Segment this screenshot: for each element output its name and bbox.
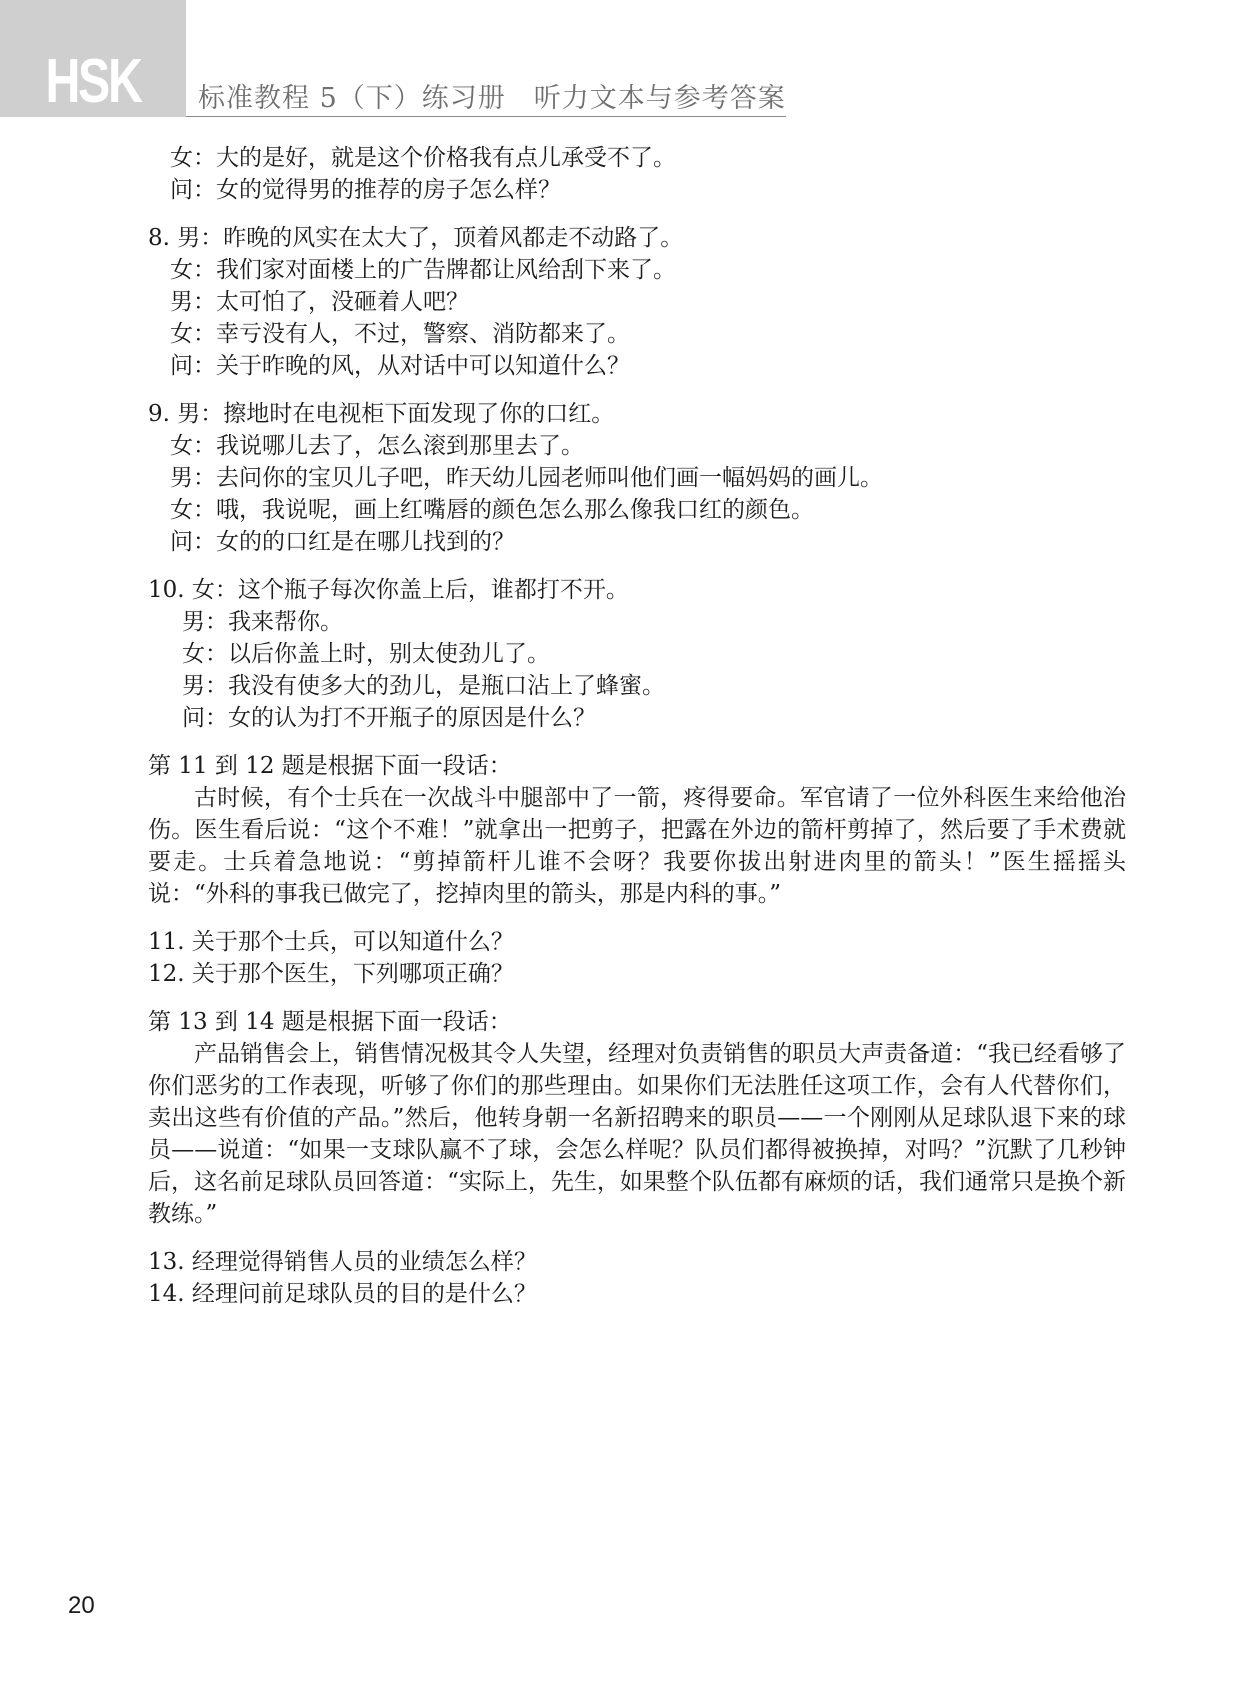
dialogue-line: 女：我们家对面楼上的广告牌都让风给刮下来了。: [170, 257, 676, 283]
question-line: 问：女的觉得男的推荐的房子怎么样？: [170, 177, 561, 203]
dialogue-line: 男：我来帮你。: [182, 609, 343, 635]
question-12: 12. 关于那个医生，下列哪项正确？: [148, 961, 514, 987]
header-title: 标准教程 5（下）练习册 听力文本与参考答案: [198, 83, 786, 114]
item-10-line: 10. 女：这个瓶子每次你盖上后，谁都打不开。: [148, 577, 629, 603]
question-13: 13. 经理觉得销售人员的业绩怎么样？: [148, 1249, 537, 1275]
dialogue-line: 女：我说哪儿去了，怎么滚到那里去了。: [170, 433, 584, 459]
page-content: [148, 142, 1126, 1310]
header-divider: [186, 116, 786, 117]
dialogue-line: 男：我没有使多大的劲儿，是瓶口沾上了蜂蜜。: [182, 673, 665, 699]
item-9-line: 9. 男：擦地时在电视柜下面发现了你的口红。: [148, 401, 615, 427]
page-number: 20: [68, 1592, 95, 1619]
section-13-heading: 第 13 到 14 题是根据下面一段话：: [148, 1009, 512, 1035]
dialogue-line: 女：幸亏没有人，不过，警察、消防都来了。: [170, 321, 630, 347]
dialogue-line: 女：大的是好，就是这个价格我有点儿承受不了。: [170, 145, 676, 171]
question-14: 14. 经理问前足球队员的目的是什么？: [148, 1281, 537, 1307]
item-8-line: 8. 男：昨晚的风实在太大了，顶着风都走不动路了。: [148, 225, 684, 251]
hsk-logo: HSK: [45, 47, 141, 116]
question-line: 问：关于昨晚的风，从对话中可以知道什么？: [170, 353, 630, 379]
question-11: 11. 关于那个士兵，可以知道什么？: [148, 929, 514, 955]
section-11-heading: 第 11 到 12 题是根据下面一段话：: [148, 753, 512, 779]
dialogue-line: 男：去问你的宝贝儿子吧，昨天幼儿园老师叫他们画一幅妈妈的画儿。: [170, 465, 883, 491]
question-line: 问：女的认为打不开瓶子的原因是什么？: [182, 705, 596, 731]
dialogue-line: 男：太可怕了，没砸着人吧？: [170, 289, 469, 315]
dialogue-line: 女：哦，我说呢，画上红嘴唇的颜色怎么那么像我口红的颜色。: [170, 497, 814, 523]
section-11-passage: 古时候，有个士兵在一次战斗中腿部中了一箭，疼得要命。军官请了一位外科医生来给他治伤。医生看后说：“这个不难！”就拿出一把剪子，把露在外边的箭杆剪掉了，然后要了手术费就要走。士兵着急地说：“剪掉箭杆儿谁不会呀？我要你拔出射进肉里的箭头！”医生摇摇头说：“外科的事我已做完了，挖掉肉里的箭头，那是内科的事。”: [148, 785, 1126, 907]
dialogue-line: 女：以后你盖上时，别太使劲儿了。: [182, 641, 550, 667]
section-13-passage: 产品销售会上，销售情况极其令人失望，经理对负责销售的职员大声责备道：“我已经看够了你们恶劣的工作表现，听够了你们的那些理由。如果你们无法胜任这项工作，会有人代替你们，卖出这些有价值的产品。”然后，他转身朝一名新招聘来的职员——一个刚刚从足球队退下来的球员——说道：“如果一支球队赢不了球，会怎么样呢？队员们都得被换掉，对吗？”沉默了几秒钟后，这名前足球队员回答道：“实际上，先生，如果整个队伍都有麻烦的话，我们通常只是换个新教练。”: [148, 1041, 1126, 1227]
hsk-logo-block: [0, 0, 186, 117]
question-line: 问：女的的口红是在哪儿找到的？: [170, 529, 515, 555]
